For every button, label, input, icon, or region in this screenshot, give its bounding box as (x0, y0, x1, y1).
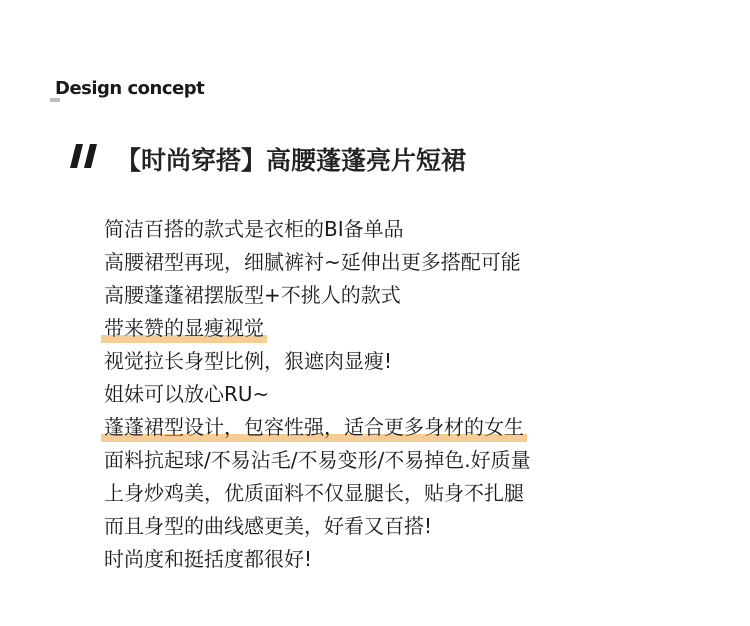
double-quote-icon (70, 144, 100, 168)
description-line (104, 345, 531, 378)
description-line-text: 简洁百搭的款式是衣柜的BI备单品 (104, 217, 404, 241)
headline-title: 【时尚穿搭】高腰蓬蓬亮片短裙 (116, 146, 467, 175)
description-line (104, 444, 531, 477)
description-line-text: 高腰裙型再现，细腻裤衬~延伸出更多搭配可能 (104, 250, 521, 274)
description-line (104, 246, 531, 279)
description-line (104, 378, 531, 411)
highlighted-description-line (104, 312, 531, 345)
description-line-text: 时尚度和挺括度都很好! (104, 547, 313, 571)
description-line-text: 而且身型的曲线感更美，好看又百搭! (104, 514, 433, 538)
section-label (55, 78, 204, 100)
description-line-text: 上身炒鸡美，优质面料不仅显腿长，贴身不扎腿 (104, 481, 524, 505)
description-body (104, 213, 531, 576)
description-line-text: 姐妹可以放心RU~ (104, 382, 270, 406)
description-line (104, 510, 531, 543)
description-line (104, 477, 531, 510)
description-line (104, 213, 531, 246)
description-line-text: 视觉拉长身型比例，狠遮肉显瘦! (104, 349, 393, 373)
highlighted-description-line (104, 411, 531, 444)
section-label-text: Design concept (55, 78, 205, 99)
description-line-text: 面料抗起球/不易沾毛/不易变形/不易掉色.好质量 (104, 448, 531, 472)
description-line-text: 带来赞的显瘦视觉 (104, 312, 264, 345)
description-line-text: 高腰蓬蓬裙摆版型+不挑人的款式 (104, 283, 401, 307)
description-line-text: 蓬蓬裙型设计，包容性强，适合更多身材的女生 (104, 411, 524, 444)
description-line (104, 543, 531, 576)
description-line (104, 279, 531, 312)
